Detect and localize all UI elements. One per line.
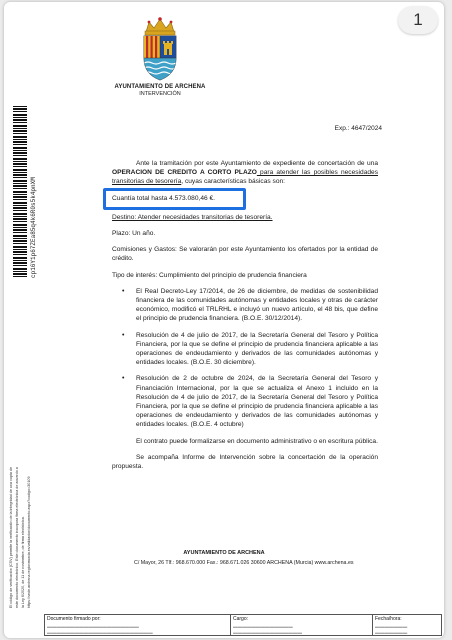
list-item: • Resolución de 2 de octubre de 2024, de la Secretaría General del Tesoro y Financiación Internacional, por la que se actualiza el Anexo 1 incluido en la Resolución de 4 de julio de 2017, de la Secretaría General del Tesoro y Política Financiera, por la que se define el principio de prudencia financiera aplicable a las operaciones de endeudamiento y derivados de las comunidades autónomas y entidades locales. (B.O.E. 4 octubre) — [112, 374, 378, 429]
acompana-paragraph: Se acompaña Informe de Intervención sobre la concertación de la operación propuesta. — [112, 453, 378, 471]
signature-table — [44, 614, 442, 636]
amount-paragraph: Cuantía total hasta 4.573.080,46 €. — [112, 194, 216, 202]
fecha-header: Fecha/hora: — [375, 616, 402, 622]
list-item: • El Real Decreto-Ley 17/2014, de 26 de diciembre, de medidas de sostenibilidad financiera de las comunidades autónomas y entidades locales y otras de carácter económico, modificó el TRLRHL e incluyó un nuevo artículo, el 48 bis, que define el principio de prudencia financiera. (B.O.E. 30/12/2014). — [112, 287, 378, 324]
document-page — [4, 2, 444, 638]
tipo-interes-paragraph: Tipo de interés: Cumplimiento del principio de prudencia financiera — [112, 271, 307, 279]
signer-column — [45, 615, 231, 636]
destino-paragraph: Destino: Atender necesidades transitorias de tesorería. — [112, 213, 273, 221]
side-text-line: la Ley 6/2020, de 11 de noviembre, de firma electrónica. — [21, 516, 25, 608]
redacted-line: ▬▬▬▬▬▬▬ — [375, 624, 408, 629]
page-number-badge: 1 — [398, 6, 438, 34]
side-text-line: este documento electrónico. Este documento incorpora firma electrónica de acuerdo a — [15, 467, 19, 608]
cargo-header: Cargo: — [233, 616, 249, 622]
list-item: • Resolución de 4 de julio de 2017, de la Secretaría General del Tesoro y Política Financiera, por la que se define el principio de prudencia financiera aplicable a las operaciones de endeudamiento y derivados de las comunidades autónomas y entidades locales. (B.O.E. 30 diciembre). — [112, 331, 378, 368]
coat-of-arms-icon — [135, 16, 185, 82]
footer-address: C/ Mayor, 26 Tlf.: 968.670.000 Fax.: 968.671.026 30600 ARCHENA (Murcia) www.archena.es — [134, 560, 354, 566]
verification-side-text — [8, 308, 32, 608]
document-body — [112, 159, 378, 478]
intro-paragraph: Ante la tramitación por este Ayuntamiento de expediente de concertación de una OPERACION DE CREDITO A CORTO PLAZO para atender las posibles necesidades transitorias de tesorería, cuyas características básicas son: — [112, 160, 378, 186]
redacted-line: ▬▬▬▬▬▬▬▬▬▬▬▬▬▬▬▬▬▬▬▬ — [47, 624, 139, 629]
barcode — [13, 106, 27, 278]
document-header — [100, 16, 220, 97]
regulation-list — [112, 287, 378, 430]
fecha-column — [373, 615, 441, 636]
side-text-line: El código de verificación (CSV) permite la verificación de la integridad de una copia de — [9, 466, 13, 608]
redacted-line: ▬▬▬▬▬▬▬▬▬▬▬▬▬▬▬▬▬▬▬▬▬▬▬ — [47, 629, 153, 635]
redacted-line: ▬▬▬▬▬▬▬ — [375, 629, 408, 635]
cargo-column — [231, 615, 373, 636]
redacted-line: ▬▬▬▬▬▬▬▬▬▬▬▬▬ — [233, 624, 293, 629]
comisiones-paragraph: Comisiones y Gastos: Se valorarán por este Ayuntamiento los ofertados por la entidad de crédito. — [112, 246, 378, 263]
org-department: INTERVENCIÓN — [139, 91, 181, 97]
org-name: AYUNTAMIENTO DE ARCHENA — [114, 84, 206, 90]
csv-code: cp16Y1p67ZEa85q4k6R0s5k4pnXM — [30, 177, 37, 278]
plazo-paragraph: Plazo: Un año. — [112, 230, 156, 238]
operation-type: OPERACION DE CREDITO A CORTO PLAZO — [112, 169, 257, 177]
footer-org-name: AYUNTAMIENTO DE ARCHENA — [183, 550, 265, 556]
side-text-line: https://sede.archena.regionmurcia.es/validacion/documento.aspx?codigo=30109 — [27, 476, 31, 608]
expediente-number: Exp.: 4647/2024 — [334, 125, 382, 132]
redacted-line: ▬▬▬▬▬▬▬▬▬▬▬▬▬▬▬ — [233, 629, 302, 635]
contrato-paragraph: El contrato puede formalizarse en documento administrativo o en escritura pública. — [136, 437, 378, 445]
signer-header: Documento firmado por: — [47, 616, 101, 622]
